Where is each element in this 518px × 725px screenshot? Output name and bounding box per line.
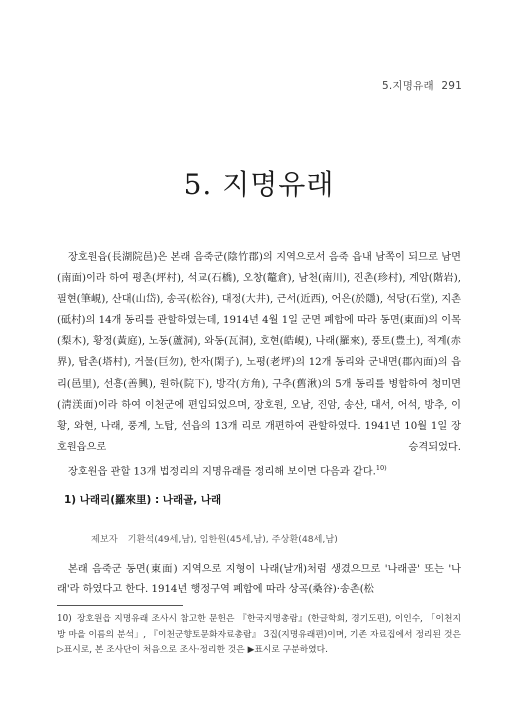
section-body	[57, 560, 461, 600]
footnote-number: 10)	[57, 614, 72, 624]
section-heading: 1) 나래리(羅來里) : 나래골, 나래	[64, 494, 222, 506]
running-header	[382, 78, 462, 93]
intro-paragraph-2-text: 장호원읍 관할 13개 법정리의 지명유래를 정리해 보이면 다음과 같다.	[68, 466, 376, 478]
intro-body	[57, 247, 461, 482]
intro-paragraph-2	[57, 458, 461, 482]
informants-list: 기환석(49세,남), 임한원(45세,남), 주상환(48세,남)	[127, 534, 338, 545]
running-header-section: 5.지명유래	[382, 80, 434, 92]
footnote	[57, 612, 461, 659]
intro-paragraph-1: 장호원읍(長湖院邑)은 본래 음죽군(陰竹郡)의 지역으로서 음죽 읍내 남쪽이 되므로 남면(南面)이라 하여 평촌(坪村), 석교(石橋), 오창(鼇倉), 남천(南川), 진촌(珍村), 계암(階岩), 필현(筆峴), 산대(山岱), 송곡(松谷), 대정(大井), 근서(近西), 어은(於隱), 석당(石堂), 지촌(砥村)의 14개 동리를 관할하였는데, 1914년 4월 1일 군면 폐합에 따라 동면(東面)의 이목(梨木), 황정(黃庭), 노동(蘆洞), 와동(瓦洞), 호현(皓峴), 나래(羅來), 풍토(豊土), 적계(赤界), 탑촌(塔村), 거물(巨勿), 한자(閑子), 노평(老坪)의 12개 동리와 군내면(郡內面)의 읍리(邑里), 선흥(善興), 원하(院下), 방각(方角), 구추(舊湫)의 5개 동리를 병합하여 청미면(淸渼面)이라 하여 이천군에 편입되었으며, 장호원, 오남, 진암, 송산, 대서, 어석, 방추, 이황, 와현, 나래, 풍계, 노탑, 선읍의 13개 리로 개편하여 관할하였다. 1941년 10월 1일 장호원읍으로 승격되었다.	[57, 252, 461, 453]
informants-line	[91, 531, 338, 545]
informants-label: 제보자	[91, 534, 118, 545]
page-number: 291	[441, 80, 462, 92]
chapter-title: 5. 지명유래	[183, 168, 335, 201]
section-paragraph: 본래 음죽군 동면(東面) 지역으로 지형이 나래(날개)처럼 생겼으므로 '나래골' 또는 '나래'라 하였다고 한다. 1914년 행정구역 폐합에 따라 상곡(桑谷)·송촌(松	[57, 564, 461, 595]
footnote-text: 장호원읍 지명유래 조사시 참고한 문헌은 『한국지명총람』(한글학회, 경기도편), 이인수, 「이천지방 마을 이름의 분석」, 『이천군향토문화자료총람』 3집(지명유래편)이며, 기존 자료집에서 정리된 것은 ▷표시로, 본 조사단이 처음으로 조사·정리한 것은 ▶표시로 구분하였다.	[57, 614, 461, 655]
footnote-divider	[57, 605, 183, 606]
footnote-reference: 10)	[375, 463, 387, 472]
